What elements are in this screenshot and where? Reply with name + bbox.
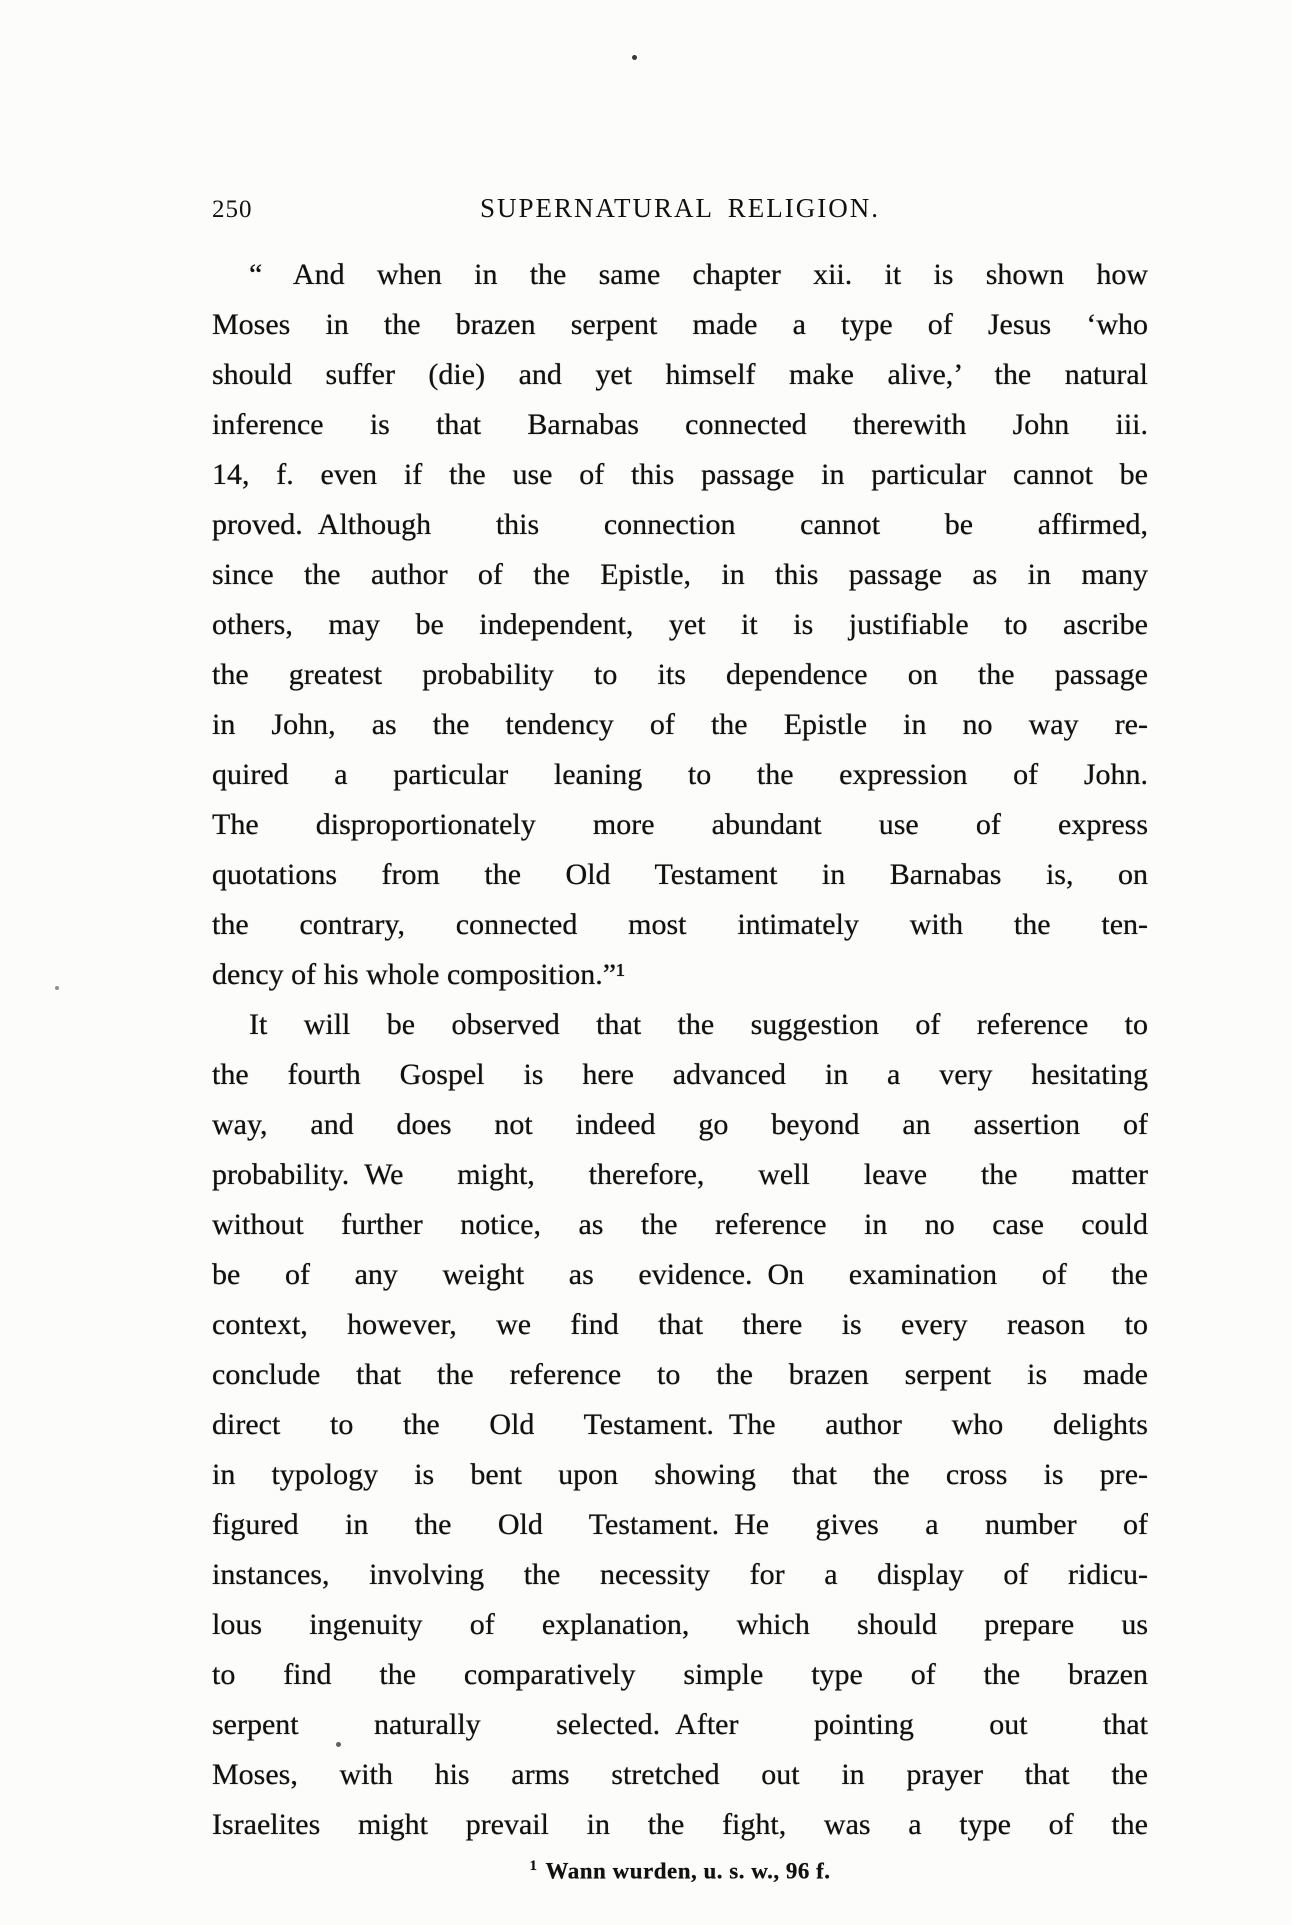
text-line: Moses in the brazen serpent made a type of Jesus ‘who (212, 308, 1148, 341)
text-body (212, 250, 1148, 1850)
paragraph (212, 1000, 1148, 1850)
text-line: 14, f. even if the use of this passage in particular cannot be (212, 458, 1148, 491)
text-line: proved. Although this connection cannot be affirmed, (212, 508, 1148, 541)
text-line: in John, as the tendency of the Epistle in no way re- (212, 708, 1148, 741)
text-line: The disproportionately more abundant use of express (212, 808, 1148, 841)
text-line: others, may be independent, yet it is justifiable to ascribe (212, 608, 1148, 641)
text-line: serpent naturally selected. After pointing out that (212, 1708, 1148, 1741)
text-line: since the author of the Epistle, in this passage as in many (212, 558, 1148, 591)
text-line: in typology is bent upon showing that the cross is pre- (212, 1458, 1148, 1491)
paragraph (212, 250, 1148, 1000)
text-line: the fourth Gospel is here advanced in a very hesitating (212, 1058, 1148, 1091)
text-line: It will be observed that the suggestion of reference to (249, 1008, 1148, 1041)
text-line: probability. We might, therefore, well leave the matter (212, 1158, 1148, 1191)
text-line: quired a particular leaning to the expression of John. (212, 758, 1148, 791)
text-line: direct to the Old Testament. The author who delights (212, 1408, 1148, 1441)
page-number: 250 (212, 196, 253, 223)
footnote-marker: 1 (529, 1858, 538, 1874)
text-line: conclude that the reference to the brazen serpent is made (212, 1358, 1148, 1391)
text-line: to find the comparatively simple type of the brazen (212, 1658, 1148, 1691)
footnote-text: Wann wurden, u. s. w., 96 f. (545, 1858, 831, 1884)
text-line: dency of his whole composition.”¹ (212, 958, 626, 991)
text-line: instances, involving the necessity for a display of ridicu- (212, 1558, 1148, 1591)
footnote (212, 1858, 1148, 1885)
text-line: inference is that Barnabas connected therewith John iii. (212, 408, 1148, 441)
text-line: figured in the Old Testament. He gives a number of (212, 1508, 1148, 1541)
running-header (212, 193, 1148, 227)
text-line: “ And when in the same chapter xii. it is shown how (249, 258, 1148, 291)
text-line: quotations from the Old Testament in Barnabas is, on (212, 858, 1148, 891)
text-line: Israelites might prevail in the fight, was a type of the (212, 1808, 1148, 1841)
scan-speck (55, 986, 59, 990)
running-header-title: SUPERNATURAL RELIGION. (480, 193, 880, 223)
text-line: context, however, we find that there is every reason to (212, 1308, 1148, 1341)
scan-speck (632, 55, 637, 60)
text-line: way, and does not indeed go beyond an assertion of (212, 1108, 1148, 1141)
text-line: should suffer (die) and yet himself make alive,’ the natural (212, 358, 1148, 391)
text-line: the greatest probability to its dependence on the passage (212, 658, 1148, 691)
text-line: Moses, with his arms stretched out in prayer that the (212, 1758, 1148, 1791)
text-line: the contrary, connected most intimately with the ten- (212, 908, 1148, 941)
text-line: without further notice, as the reference in no case could (212, 1208, 1148, 1241)
text-line: lous ingenuity of explanation, which should prepare us (212, 1608, 1148, 1641)
text-line: be of any weight as evidence. On examination of the (212, 1258, 1148, 1291)
scan-speck (336, 1742, 341, 1747)
